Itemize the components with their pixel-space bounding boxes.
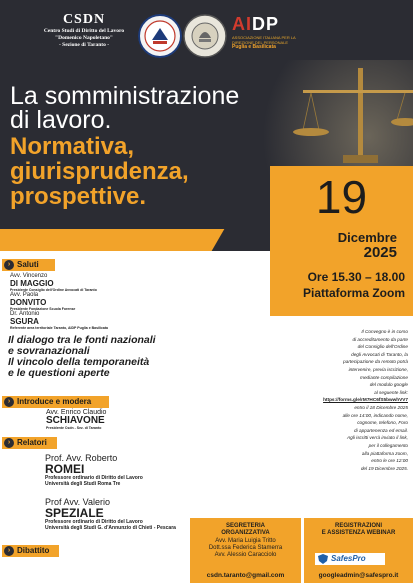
safespro-name: SafesPro xyxy=(331,554,366,563)
registration-email[interactable]: googleadmin@safespro.it xyxy=(318,572,399,579)
title-line2: di lavoro. xyxy=(10,106,112,134)
person-title: Dr. Antonio xyxy=(10,311,40,317)
secretariat-email[interactable]: csdn.taranto@gmail.com xyxy=(206,572,285,579)
info-line: del Consiglio dell'Ordine xyxy=(357,344,408,350)
person-name: ROMEI xyxy=(45,462,85,476)
date-block xyxy=(270,166,413,316)
title-subtitle xyxy=(10,134,189,209)
csdn-line1: Centro Studi di Diritto del Lavoro xyxy=(43,28,125,34)
secretariat-members xyxy=(190,538,301,559)
person-title: Prof Avv. Valerio xyxy=(45,497,111,507)
dibattito-header xyxy=(2,545,59,557)
person-title: Prof. Avv. Roberto xyxy=(45,453,118,463)
secretariat-member: Avv. Alessio Caracciolo xyxy=(214,552,277,558)
person-desc2: Università degli Studi Roma Tre xyxy=(45,481,121,487)
person-role: Presidente Fondazione Scuola Forense xyxy=(10,307,76,311)
person-title: Avv. Enrico Claudio xyxy=(46,409,107,416)
event-day: 19 xyxy=(315,171,368,223)
aidp-subtitle: ASSOCIAZIONE ITALIANA PER LA DIREZIONE DEL PERSONALE xyxy=(232,35,296,45)
csdn-name: CSDN xyxy=(62,12,106,27)
relatori-header xyxy=(2,437,57,449)
relatore-2 xyxy=(45,497,176,531)
saluti-header xyxy=(2,259,55,271)
person-role: Presidente Consiglio dell'Ordine Avvocati di Taranto xyxy=(10,288,97,292)
bullet-icon: › xyxy=(4,438,14,448)
person-title: Avv. Paola xyxy=(10,292,39,298)
safespro-logo xyxy=(315,553,385,565)
info-line: Agli iscritti verrà inviato il link, xyxy=(347,435,408,441)
info-line: per il collegamento xyxy=(368,442,408,448)
registration-info xyxy=(312,328,408,472)
title-main xyxy=(10,84,239,132)
info-line: di appartenenza ed email. xyxy=(354,427,408,433)
secretariat-member: Avv. Maria Luigia Tritto xyxy=(215,538,276,544)
registration-link[interactable]: https://forms.gle/rM7HC6fS5bwwhVV7 xyxy=(323,397,408,403)
bullet-icon: › xyxy=(4,397,14,407)
person-name: SPEZIALE xyxy=(45,506,104,520)
info-line: del modulo google xyxy=(369,382,408,388)
person-title: Avv. Vincenzo xyxy=(10,273,48,279)
intro-person xyxy=(46,409,106,431)
csdn-logo xyxy=(34,12,134,49)
title-line1: La somministrazione xyxy=(10,82,240,110)
person-name: DI MAGGIO xyxy=(10,279,54,288)
conference-themes xyxy=(8,335,258,379)
saluti-person-1 xyxy=(10,273,97,293)
info-line: entro il 18 Dicembre 2025 xyxy=(354,404,408,410)
theme-line2: e sovranazionali xyxy=(8,345,90,357)
person-name: DONVITO xyxy=(10,298,47,307)
info-line: del 19 Dicembre 2025. xyxy=(360,465,408,471)
info-line: di accreditamento da parte xyxy=(352,336,408,342)
person-desc2: Università degli Studi G. d'Annunzio di Chieti - Pescara xyxy=(45,525,176,531)
person-desc1: Professore ordinario di Diritto del Lavoro xyxy=(45,519,143,525)
event-month: Dicembre xyxy=(337,230,397,245)
registration-head2: E ASSISTENZA WEBINAR xyxy=(321,530,396,536)
secretariat-heading xyxy=(190,523,301,537)
secretariat-head1: SEGRETERIA xyxy=(225,523,265,529)
info-line: cognome, telefono, Foro xyxy=(357,420,408,426)
theme-line3: Il vincolo della temporaneità xyxy=(8,356,150,368)
bullet-icon: › xyxy=(4,546,14,556)
theme-line4: e le questioni aperte xyxy=(8,367,110,379)
intro-header xyxy=(2,396,109,408)
info-line: partecipazione da remoto potrà xyxy=(343,359,408,365)
saluti-person-3 xyxy=(10,311,108,331)
footer-contacts xyxy=(190,518,413,583)
secretariat-member: Dott.ssa Federica Stamerra xyxy=(208,545,283,551)
person-name: SGURA xyxy=(10,317,39,326)
info-line: alla piattaforma zoom, xyxy=(361,450,408,456)
shield-icon xyxy=(317,553,329,565)
info-line: mediante compilazione xyxy=(360,374,408,380)
aidp-region: Puglia e Basilicata xyxy=(232,44,276,50)
saluti-label: Saluti xyxy=(17,260,39,269)
intro-label: Introduce e modera xyxy=(17,397,92,406)
registration-head1: REGISTRAZIONI xyxy=(334,523,382,529)
aidp-name-a: AI xyxy=(232,14,252,34)
csdn-line2: "Domenico Napoletano" xyxy=(55,35,113,41)
person-desc1: Professore ordinario di Diritto del Lavoro xyxy=(45,475,143,481)
info-line: intervenire, previa iscrizione, xyxy=(348,366,408,372)
event-hours: Ore 15.30 – 18.00 xyxy=(307,270,405,284)
title-line3: Normativa, xyxy=(10,133,135,160)
event-platform: Piattaforma Zoom xyxy=(302,286,405,300)
person-role: Referente area territoriale Taranto, AIDP Puglia e Basilicata xyxy=(10,326,108,330)
person-name: SCHIAVONE xyxy=(46,415,105,426)
info-line: alle ore 14:00, indicando nome, xyxy=(342,412,408,418)
person-role: Presidente Csdn - Sez. di Taranto xyxy=(46,426,102,430)
registration-heading xyxy=(304,523,413,537)
csdn-line3: - Sezione di Taranto - xyxy=(58,42,110,48)
relatori-label: Relatori xyxy=(17,438,47,447)
aidp-logo xyxy=(232,14,312,50)
bullet-icon: › xyxy=(4,260,14,270)
info-line: entro le ore 12:00 xyxy=(371,458,408,464)
title-line5: prospettive. xyxy=(10,183,147,210)
theme-line1: Il dialogo tra le fonti nazionali xyxy=(8,334,156,346)
info-line: al seguente link: xyxy=(374,389,408,395)
secretariat-head2: ORGANIZZATIVA xyxy=(221,530,270,536)
bar-association-seal-icon xyxy=(138,14,182,58)
event-year: 2025 xyxy=(363,244,397,261)
info-line: degli Avvocati di Taranto, la xyxy=(351,351,408,357)
title-line4: giurisprudenza, xyxy=(10,158,189,185)
relatore-1 xyxy=(45,453,143,487)
school-foundation-seal-icon xyxy=(183,14,227,58)
info-line: Il Convegno è in corso xyxy=(361,329,408,334)
dibattito-label: Dibattito xyxy=(17,546,50,555)
aidp-name-b: DP xyxy=(252,14,280,34)
logo-bar xyxy=(0,0,413,72)
saluti-person-2 xyxy=(10,292,75,312)
